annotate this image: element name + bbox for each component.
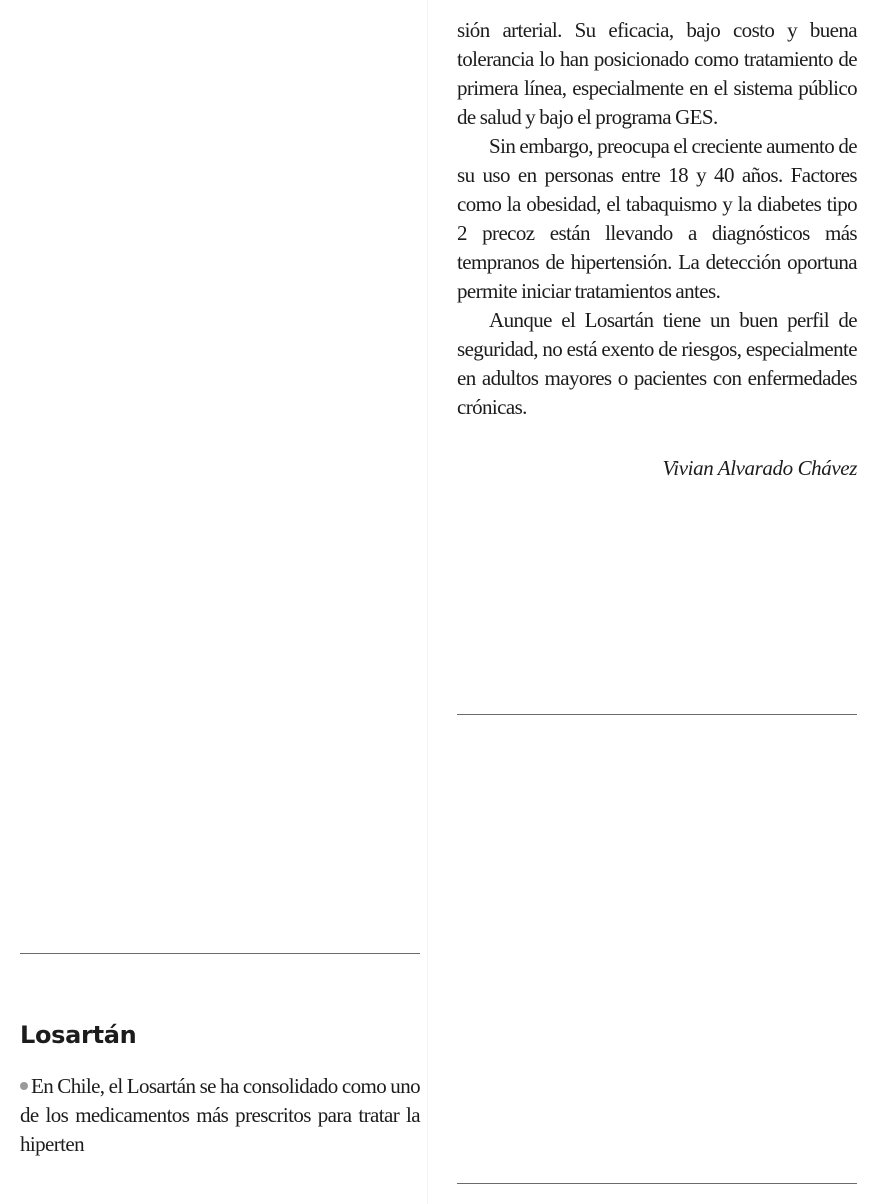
article-paragraph-1: sión arterial. Su eficacia, bajo costo y buena tolerancia lo han posicionado como tratamiento de primera línea, especialmente en el sistema público de salud y bajo el programa GES. bbox=[457, 18, 857, 129]
column-gutter bbox=[427, 0, 428, 1204]
bottom-divider bbox=[457, 1183, 857, 1184]
article-paragraph-3: Aunque el Losartán tiene un buen perfil de seguridad, no está exento de riesgos, especialmente en adultos mayores o pacientes con enfermedades crónicas. bbox=[457, 308, 857, 419]
bullet-icon bbox=[20, 1082, 28, 1090]
section-lead bbox=[20, 1072, 420, 1159]
left-column bbox=[20, 1020, 420, 1159]
section-divider bbox=[20, 953, 420, 954]
byline-divider bbox=[457, 714, 857, 715]
author-byline: Vivian Alvarado Chávez bbox=[662, 456, 857, 480]
article-paragraph-2: Sin embargo, preocupa el creciente aumento de su uso en personas entre 18 y 40 años. Factores como la obesidad, el tabaquismo y la diabetes tipo 2 precoz están llevando a diagnósticos más tempranos de hipertensión. La detección oportuna permite iniciar tratamientos antes. bbox=[457, 134, 857, 303]
right-column bbox=[457, 16, 857, 483]
section-heading: Losartán bbox=[20, 1021, 137, 1049]
section-lead-text: En Chile, el Losartán se ha consolidado como uno de los medicamentos más prescritos para tratar la hiperten bbox=[20, 1074, 420, 1156]
